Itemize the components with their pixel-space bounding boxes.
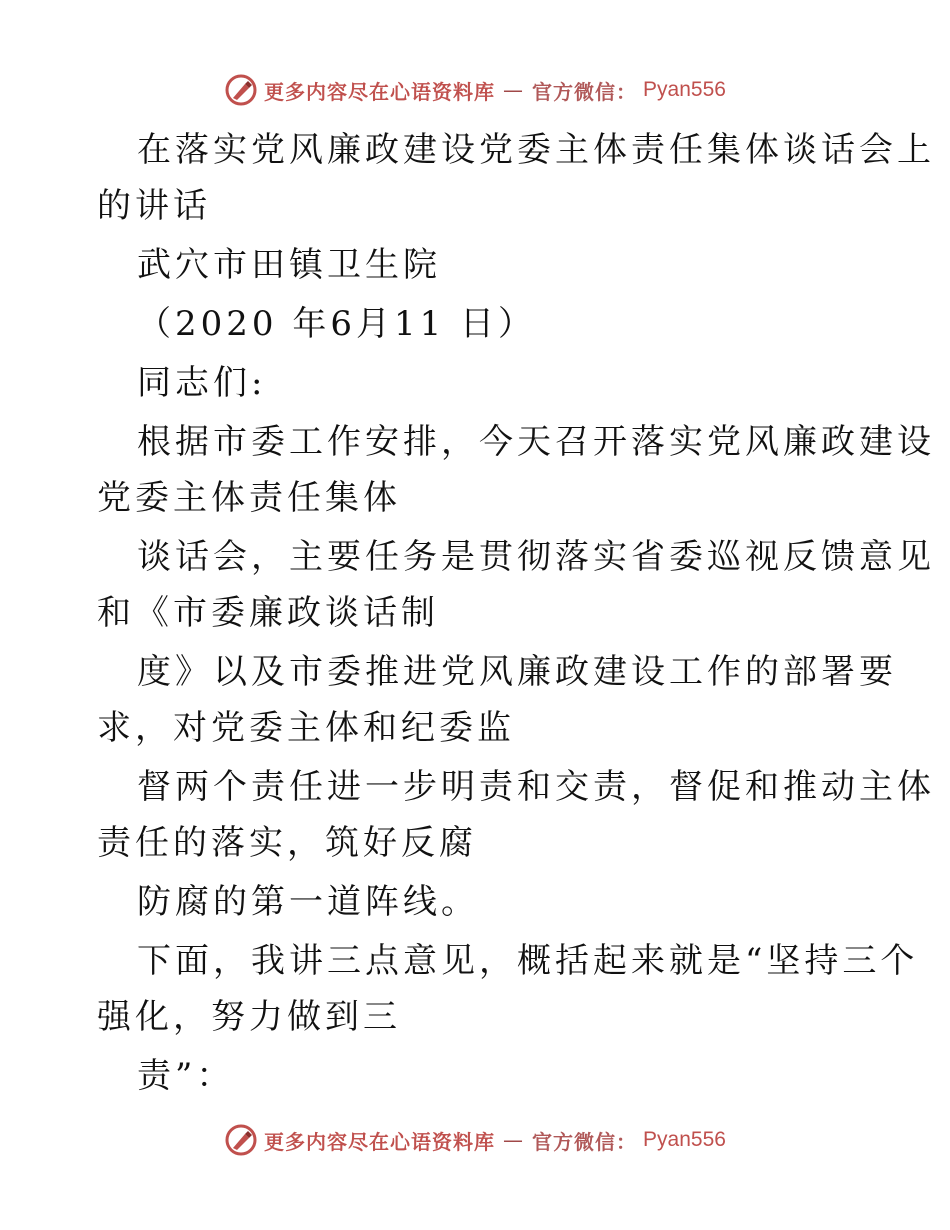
body-line: 责任的落实，筑好反腐	[97, 823, 477, 863]
banner-wechat-label: 官方微信：	[532, 79, 638, 104]
body-line: 强化，努力做到三	[97, 997, 401, 1037]
body-line: 责”：	[137, 1056, 235, 1096]
banner-dash: —	[503, 1128, 525, 1152]
body-line: 防腐的第一道阵线。	[137, 882, 479, 922]
body-line: 和《市委廉政谈话制	[97, 593, 439, 633]
body-line: 下面，我讲三点意见，概括起来就是“坚持三个	[137, 941, 919, 981]
pen-logo-icon	[224, 73, 258, 107]
body-line: 求，对党委主体和纪委监	[97, 708, 515, 748]
salutation-line: 同志们:	[137, 363, 267, 403]
body-line: 谈话会，主要任务是贯彻落实省委巡视反馈意见	[137, 537, 935, 577]
header-banner	[0, 70, 950, 110]
body-line: 度》以及市委推进党风廉政建设工作的部署要	[137, 652, 897, 692]
banner-wechat-id: Pyan556	[643, 1128, 726, 1151]
pen-logo-icon	[224, 1123, 258, 1157]
banner-brand: 更多内容尽在心语资料库	[264, 79, 496, 104]
organization-line: 武穴市田镇卫生院	[137, 245, 441, 285]
body-line: 督两个责任进一步明责和交责，督促和推动主体	[137, 767, 935, 807]
title-line-1: 在落实党风廉政建设党委主体责任集体谈话会上	[137, 130, 935, 170]
banner-brand: 更多内容尽在心语资料库	[264, 1129, 496, 1154]
banner-wechat-label: 官方微信：	[532, 1129, 638, 1154]
body-line: 根据市委工作安排，今天召开落实党风廉政建设	[137, 422, 935, 462]
banner-dash: —	[503, 78, 525, 102]
date-line: （2020 年6月11 日）	[137, 304, 537, 344]
footer-banner	[0, 1120, 950, 1160]
banner-wechat-id: Pyan556	[643, 78, 726, 101]
body-line: 党委主体责任集体	[97, 478, 401, 518]
title-line-2: 的讲话	[97, 186, 211, 226]
